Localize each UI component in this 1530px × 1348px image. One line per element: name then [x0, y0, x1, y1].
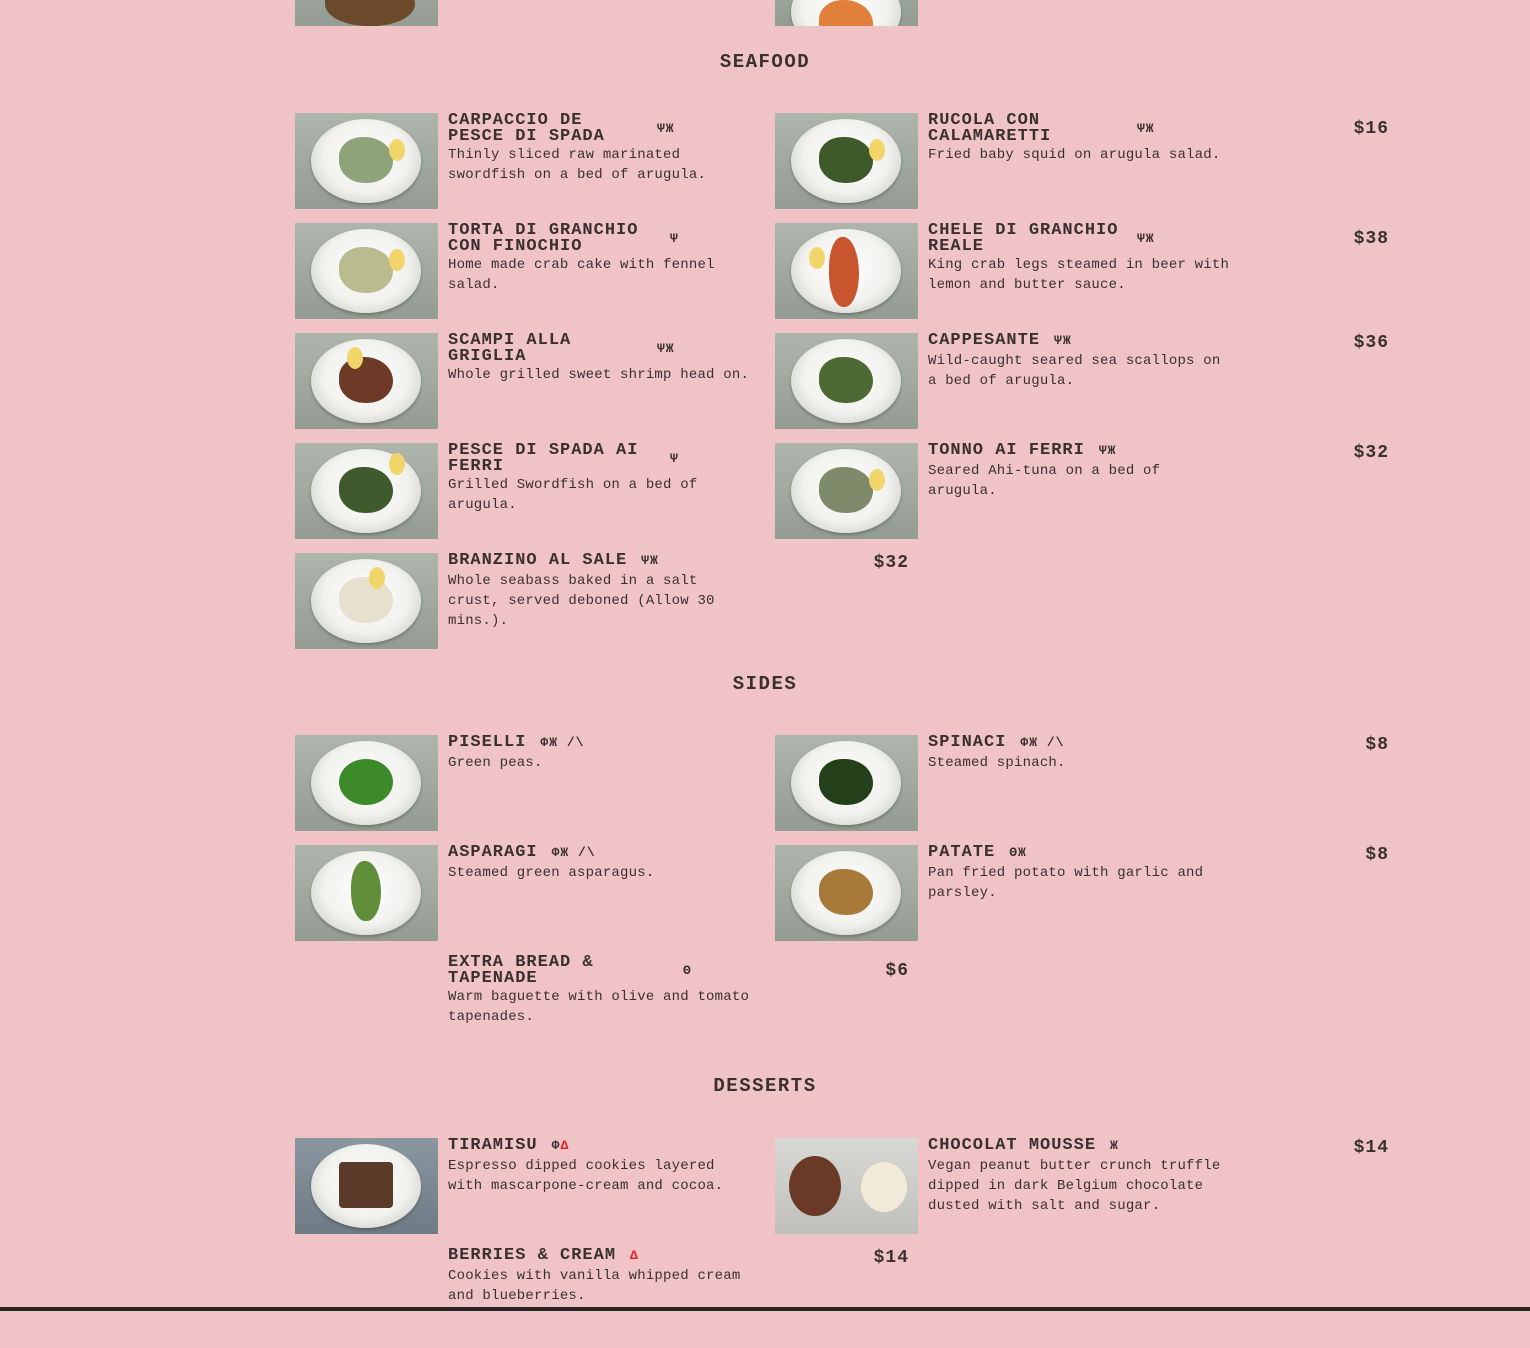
menu-item-piselli[interactable]	[295, 735, 775, 835]
dish-photo	[775, 735, 918, 831]
dish-photo	[295, 223, 438, 319]
item-price: $14	[1353, 1138, 1389, 1158]
item-name: SPINACI ΦЖ /\	[928, 733, 1065, 752]
item-description: Thinly sliced raw marinated swordfish on a bed of arugula.	[448, 147, 707, 183]
menu-item-torta-granchio[interactable]	[295, 223, 775, 323]
menu-item-berries-cream[interactable]	[295, 1246, 909, 1348]
item-description: Warm baguette with olive and tomato tapenades.	[448, 989, 750, 1025]
menu-item-asparagi[interactable]	[295, 845, 775, 945]
allergen-symbols: ΨЖ	[657, 121, 675, 136]
allergen-symbols: Ж	[1110, 1138, 1119, 1153]
menu-item-tonno[interactable]	[775, 441, 1389, 543]
allergen-symbols: ΨЖ	[1098, 443, 1117, 458]
item-description: King crab legs steamed in beer with lemon and butter sauce.	[928, 257, 1230, 293]
item-name: EXTRA BREAD & TAPENADE	[448, 953, 594, 988]
allergen-symbols: ΦЖ /\	[551, 845, 596, 860]
item-name: CARPACCIO DE PESCE DI SPADA	[448, 111, 605, 146]
dish-photo	[775, 333, 918, 429]
menu-item-cappesante[interactable]	[775, 331, 1389, 433]
allergen-symbols: Δ	[630, 1248, 639, 1263]
item-description: Pan fried potato with garlic and parsley.	[928, 865, 1204, 901]
dish-photo	[775, 1138, 918, 1234]
item-description: Seared Ahi-tuna on a bed of arugula.	[928, 463, 1161, 499]
allergen-symbols: ΦЖ /\	[1020, 735, 1065, 750]
item-description: Cookies with vanilla whipped cream and blueberries.	[448, 1268, 741, 1304]
item-price: $32	[1353, 443, 1389, 463]
item-description: Home made crab cake with fennel salad.	[448, 257, 715, 293]
allergen-symbols: ΘЖ	[1009, 845, 1027, 860]
item-name: PISELLI ΦЖ /\	[448, 733, 585, 752]
item-description: Whole seabass baked in a salt crust, served deboned (Allow 30 mins.).	[448, 573, 715, 629]
item-description: Whole grilled sweet shrimp head on.	[448, 367, 750, 383]
item-price: $14	[873, 1248, 909, 1268]
menu-item-rucola-calamaretti[interactable]	[775, 111, 1389, 213]
item-name: BERRIES & CREAM Δ	[448, 1246, 639, 1265]
item-price: $8	[1365, 845, 1389, 865]
allergen-symbols: ΨЖ	[657, 341, 675, 356]
item-description: Steamed green asparagus.	[448, 865, 655, 881]
menu-item-spinaci[interactable]	[775, 733, 1389, 835]
dish-photo	[775, 443, 918, 539]
item-name: ASPARAGI ΦЖ /\	[448, 843, 596, 862]
item-name: TONNO AI FERRI ΨЖ	[928, 441, 1117, 460]
section-title-sides: SIDES	[732, 673, 798, 695]
dish-photo	[295, 735, 438, 831]
section-title-seafood: SEAFOOD	[719, 51, 811, 73]
previous-section-cutoff	[0, 0, 1530, 30]
item-description: Wild-caught seared sea scallops on a bed of arugula.	[928, 353, 1221, 389]
item-price: $16	[1353, 119, 1389, 139]
item-description: Espresso dipped cookies layered with mascarpone-cream and cocoa.	[448, 1158, 724, 1194]
dish-photo	[295, 113, 438, 209]
item-price: $8	[1365, 735, 1389, 755]
dish-photo	[295, 0, 438, 26]
allergen-symbols: ΦЖ /\	[540, 735, 585, 750]
menu-item-chele-granchio[interactable]	[775, 221, 1389, 323]
dish-photo	[295, 553, 438, 649]
item-description: Fried baby squid on arugula salad.	[928, 147, 1221, 163]
dish-photo	[295, 845, 438, 941]
item-name: CAPPESANTE ΨЖ	[928, 331, 1072, 350]
allergen-symbols: ΦΔ	[551, 1138, 570, 1153]
menu-item-patate[interactable]	[775, 843, 1389, 945]
section-title-desserts: DESSERTS	[713, 1075, 817, 1097]
item-name: PATATE ΘЖ	[928, 843, 1027, 862]
dish-photo	[775, 223, 918, 319]
allergen-symbols: Ψ	[670, 451, 679, 466]
menu-item-extra-bread[interactable]	[295, 953, 909, 1055]
allergen-symbols: ΨЖ	[1054, 333, 1072, 348]
allergen-symbols: Θ	[683, 963, 692, 978]
item-name: TIRAMISU ΦΔ	[448, 1136, 570, 1155]
allergen-symbols: ΨЖ	[1137, 121, 1155, 136]
item-name: PESCE DI SPADA AI FERRI	[448, 441, 639, 476]
allergen-symbols: Ψ	[670, 231, 679, 246]
item-description: Steamed spinach.	[928, 755, 1066, 771]
item-description: Vegan peanut butter crunch truffle dipped in dark Belgium chocolate dusted with salt and sugar.	[928, 1158, 1221, 1214]
dish-photo	[295, 443, 438, 539]
dish-photo	[775, 113, 918, 209]
allergen-symbol-red: Δ	[560, 1138, 570, 1153]
item-price: $36	[1353, 333, 1389, 353]
allergen-symbols: ΨЖ	[641, 553, 659, 568]
item-name: CHELE DI GRANCHIO REALE	[928, 221, 1119, 256]
menu-item-pesce-spada[interactable]	[295, 443, 775, 543]
item-price: $32	[873, 553, 909, 573]
menu-item-branzino[interactable]	[295, 551, 909, 653]
menu-item-scampi[interactable]	[295, 333, 775, 433]
allergen-symbols: ΨЖ	[1137, 231, 1155, 246]
item-description: Grilled Swordfish on a bed of arugula.	[448, 477, 698, 513]
dish-photo	[775, 0, 918, 26]
item-name: BRANZINO AL SALE ΨЖ	[448, 551, 659, 570]
item-price: $6	[885, 961, 909, 981]
menu-item-chocolat-mousse[interactable]	[775, 1136, 1389, 1238]
item-price: $38	[1353, 229, 1389, 249]
item-name: TORTA DI GRANCHIO CON FINOCHIO	[448, 221, 639, 256]
dish-photo	[295, 333, 438, 429]
item-name: CHOCOLAT MOUSSE Ж	[928, 1136, 1119, 1155]
dish-photo	[775, 845, 918, 941]
item-name: SCAMPI ALLA GRIGLIA	[448, 331, 572, 366]
item-description: Green peas.	[448, 755, 543, 771]
dish-photo	[295, 1138, 438, 1234]
menu-item-carpaccio[interactable]	[295, 113, 775, 213]
item-name: RUCOLA CON CALAMARETTI	[928, 111, 1052, 146]
menu-item-tiramisu[interactable]	[295, 1138, 775, 1238]
bottom-border	[0, 1307, 1530, 1311]
